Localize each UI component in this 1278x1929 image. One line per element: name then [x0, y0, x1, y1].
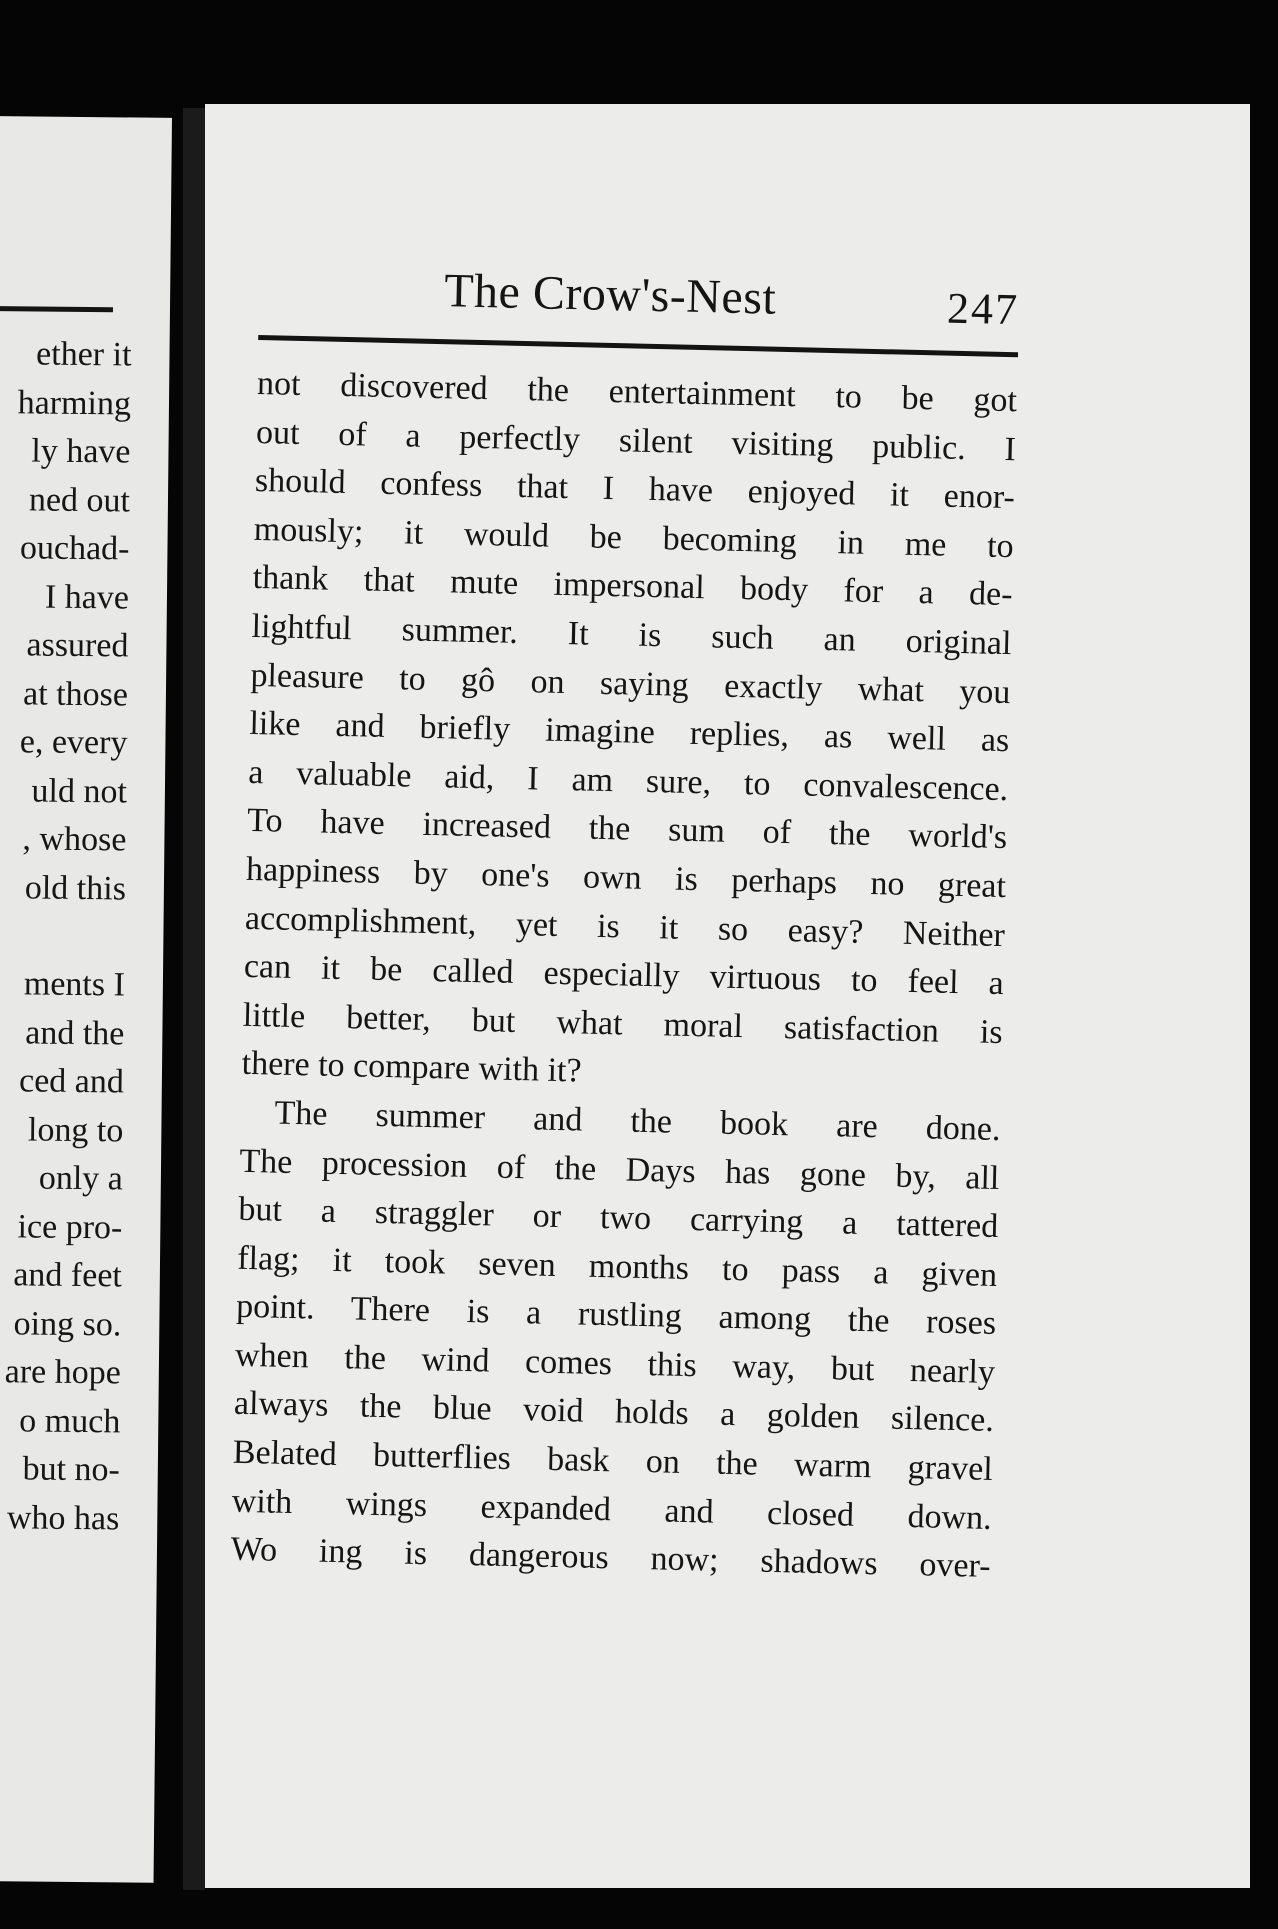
- text-line: pleasure to gô on saying exactly what you: [250, 656, 1011, 711]
- text-line: lightful summer. It is such an original: [251, 607, 1012, 663]
- text-line: but a straggler or two carrying a tattered: [238, 1190, 999, 1246]
- left-line: , whose: [22, 820, 127, 859]
- paragraph-end-line: there to compare with it?: [241, 1045, 582, 1090]
- text-line: like and briefly imagine replies, as well as: [249, 705, 1010, 760]
- left-line: at those: [22, 674, 129, 713]
- left-line: ice pro-: [17, 1207, 123, 1246]
- left-line: and feet: [13, 1256, 123, 1295]
- text-line: can it be called especially virtuous to feel a: [243, 947, 1005, 1003]
- text-line: when the wind comes this way, but nearly: [234, 1336, 996, 1391]
- paragraph-start-line: The summer and the book are done.: [274, 1094, 1001, 1148]
- text-line: always the blue void holds a golden silence.: [233, 1385, 995, 1440]
- left-line: who has: [6, 1498, 120, 1537]
- left-header-rule: [0, 306, 113, 312]
- left-line: ouchad-: [19, 529, 130, 568]
- left-line: ced and: [18, 1062, 125, 1101]
- left-line: uld not: [31, 771, 128, 810]
- text-line: Belated butterflies bask on the warm gravel: [232, 1433, 994, 1488]
- page-content: [230, 259, 1020, 1592]
- text-line: The procession of the Days has gone by, all: [239, 1142, 1000, 1197]
- text-line: little better, but what moral satisfaction is: [242, 996, 1004, 1051]
- left-line: oing so.: [13, 1304, 122, 1343]
- left-line: assured: [26, 626, 129, 665]
- left-line: ether it: [35, 335, 132, 374]
- text-line: a valuable aid, I am sure, to convalescence.: [247, 753, 1009, 808]
- left-line: harming: [17, 383, 132, 422]
- text-line: accomplishment, yet is it so easy? Neither: [244, 899, 1006, 954]
- left-line: I have: [44, 578, 130, 616]
- left-line: and the: [25, 1013, 125, 1052]
- left-line: only a: [38, 1159, 124, 1198]
- left-line: are hope: [4, 1353, 122, 1392]
- left-page: [0, 116, 172, 1883]
- text-line: thank that mute impersonal body for a de-: [252, 559, 1013, 614]
- text-line: out of a perfectly silent visiting public. I: [255, 413, 1017, 468]
- left-line: long to: [27, 1110, 124, 1149]
- text-line: Wo ing is dangerous now; shadows over-: [230, 1530, 991, 1586]
- text-line: flag; it took seven months to pass a given: [236, 1239, 998, 1294]
- text-line: happiness by one's own is perhaps no great: [245, 850, 1007, 906]
- text-line: should confess that I have enjoyed it enor-: [254, 462, 1016, 517]
- left-line: but no-: [22, 1450, 121, 1489]
- left-line: old this: [24, 868, 127, 907]
- left-line: e, every: [19, 723, 128, 762]
- text-line: point. There is a rustling among the roses: [235, 1288, 997, 1343]
- left-line: o much: [19, 1401, 121, 1440]
- page-header: [258, 259, 1019, 346]
- book-gutter: [183, 108, 205, 1890]
- body-text: [230, 360, 1017, 1592]
- left-page-text: [3, 330, 132, 1543]
- left-line: ly have: [31, 432, 131, 471]
- text-line: mously; it would be becoming in me to: [253, 510, 1015, 565]
- right-page: [205, 104, 1250, 1888]
- left-line: ments I: [23, 965, 126, 1004]
- running-title: The Crow's-Nest: [443, 264, 777, 325]
- left-line: ned out: [28, 480, 131, 519]
- text-line: not discovered the entertainment to be got: [256, 364, 1018, 420]
- text-line: with wings expanded and closed down.: [231, 1482, 993, 1537]
- text-line: To have increased the sum of the world's: [246, 802, 1008, 857]
- page-number: 247: [946, 283, 1020, 335]
- left-line-gap: [9, 912, 126, 961]
